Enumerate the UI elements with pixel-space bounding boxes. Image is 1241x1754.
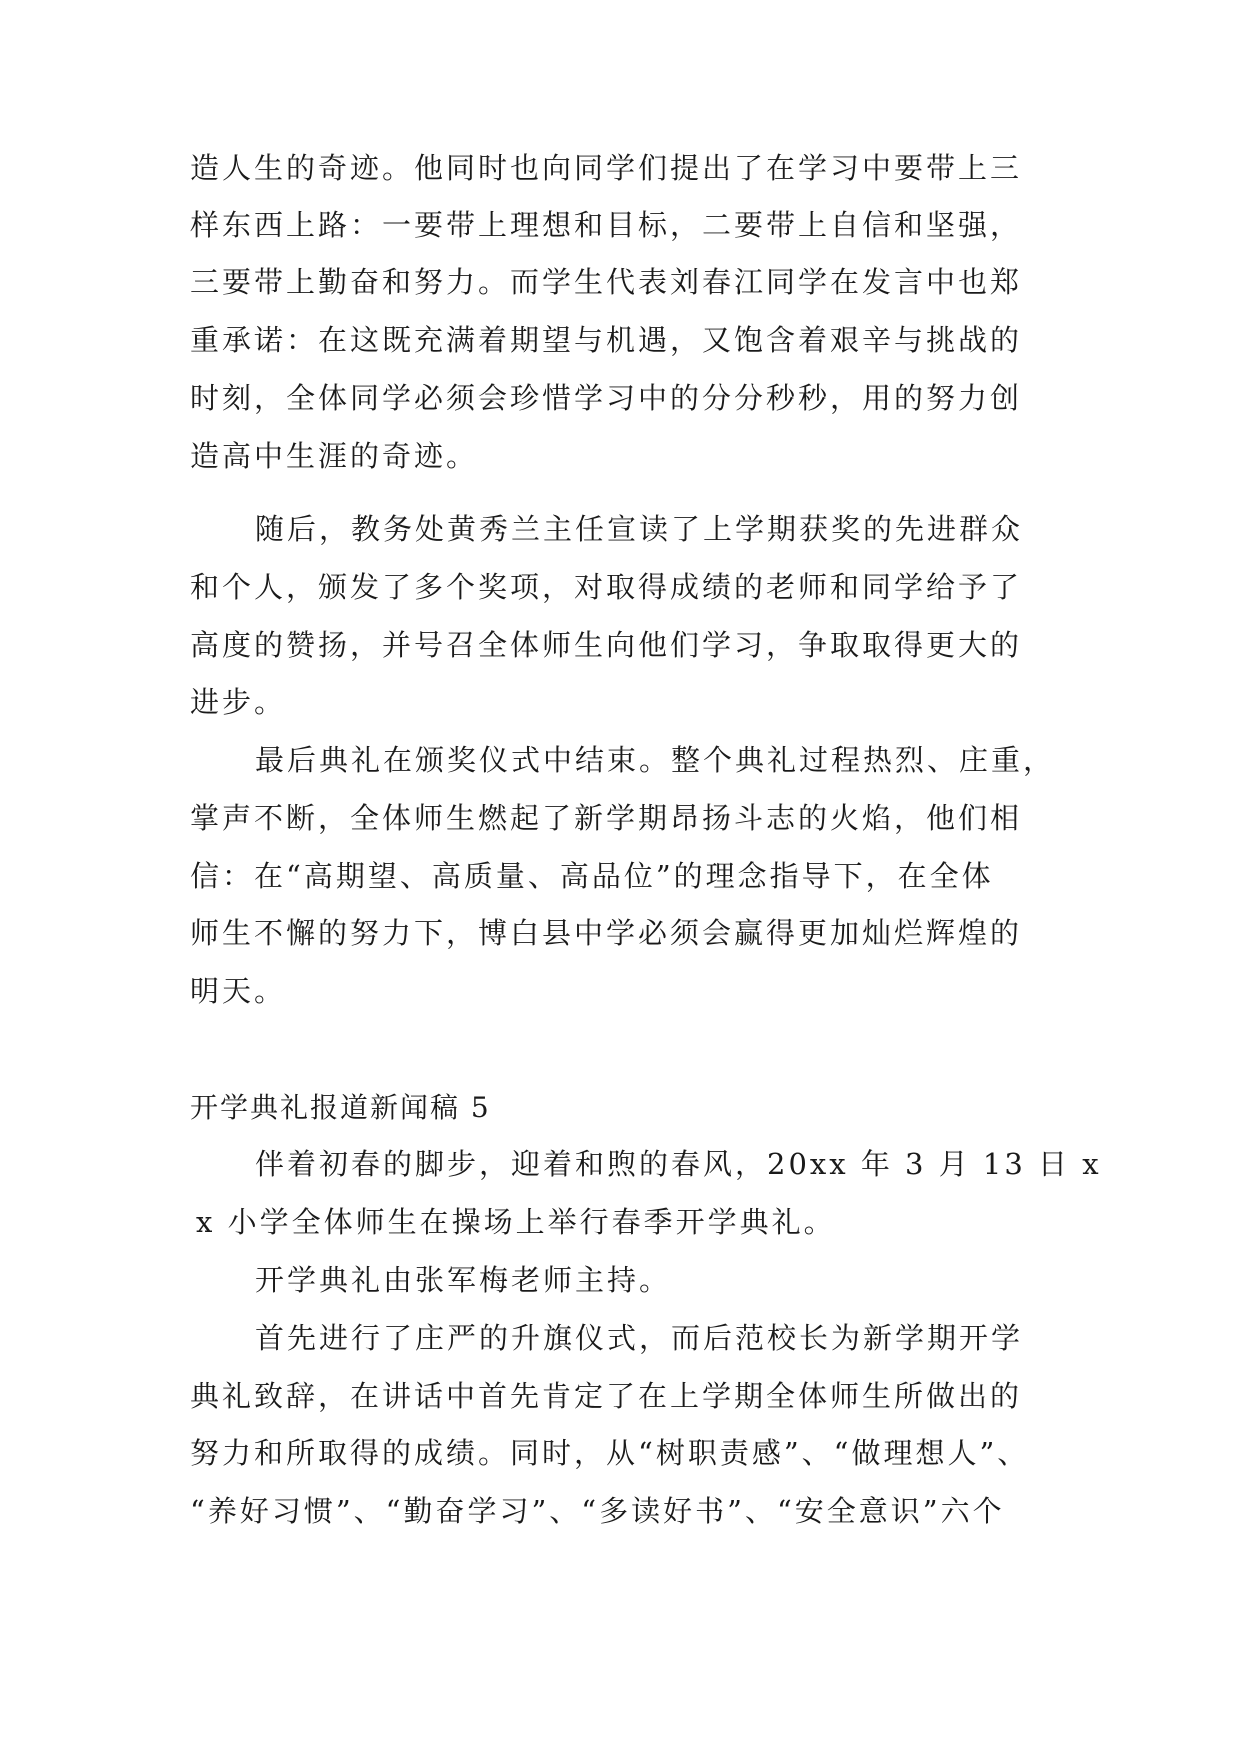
paragraph-2-line-1: 随后，教务处黄秀兰主任宣读了上学期获奖的先进群众 bbox=[255, 512, 1024, 546]
paragraph-1-line-1: 造人生的奇迹。他同时也向同学们提出了在学习中要带上三 bbox=[190, 151, 1023, 185]
paragraph-3-line-1: 最后典礼在颁奖仪式中结束。整个典礼过程热烈、庄重， bbox=[255, 743, 1056, 777]
paragraph-1-line-3: 三要带上勤奋和努力。而学生代表刘春江同学在发言中也郑 bbox=[190, 265, 1023, 299]
section-paragraph-2-line-1: 开学典礼由张军梅老师主持。 bbox=[255, 1263, 672, 1297]
paragraph-3-line-3: 信：在“高期望、高质量、高品位”的理念指导下，在全体 bbox=[190, 859, 994, 893]
paragraph-1-line-4: 重承诺：在这既充满着期望与机遇，又饱含着艰辛与挑战的 bbox=[190, 323, 1023, 357]
paragraph-2-line-3: 高度的赞扬，并号召全体师生向他们学习，争取取得更大的 bbox=[190, 628, 1023, 662]
section-paragraph-1-line-2: x 小学全体师生在操场上举行春季开学典礼。 bbox=[196, 1205, 836, 1239]
section-paragraph-3-line-3: 努力和所取得的成绩。同时，从“树职责感”、“做理想人”、 bbox=[190, 1436, 1030, 1470]
section-title: 开学典礼报道新闻稿 5 bbox=[190, 1091, 491, 1124]
paragraph-3-line-5: 明天。 bbox=[190, 974, 287, 1008]
section-paragraph-3-line-4: “养好习惯”、“勤奋学习”、“多读好书”、“安全意识”六个 bbox=[190, 1494, 1005, 1528]
paragraph-1-line-2: 样东西上路：一要带上理想和目标，二要带上自信和坚强， bbox=[190, 208, 1023, 242]
section-paragraph-1-line-1: 伴着初春的脚步，迎着和煦的春风，20xx 年 3 月 13 日 x bbox=[255, 1147, 1102, 1181]
paragraph-3-line-4: 师生不懈的努力下，博白县中学必须会赢得更加灿烂辉煌的 bbox=[190, 916, 1023, 950]
paragraph-2-line-2: 和个人，颁发了多个奖项，对取得成绩的老师和同学给予了 bbox=[190, 570, 1023, 604]
paragraph-1-line-5: 时刻，全体同学必须会珍惜学习中的分分秒秒，用的努力创 bbox=[190, 381, 1023, 415]
paragraph-3-line-2: 掌声不断，全体师生燃起了新学期昂扬斗志的火焰，他们相 bbox=[190, 801, 1023, 835]
paragraph-1-line-6: 造高中生涯的奇迹。 bbox=[190, 439, 479, 473]
paragraph-2-line-4: 进步。 bbox=[190, 685, 287, 719]
section-paragraph-3-line-1: 首先进行了庄严的升旗仪式，而后范校长为新学期开学 bbox=[255, 1321, 1024, 1355]
section-paragraph-3-line-2: 典礼致辞，在讲话中首先肯定了在上学期全体师生所做出的 bbox=[190, 1379, 1023, 1413]
